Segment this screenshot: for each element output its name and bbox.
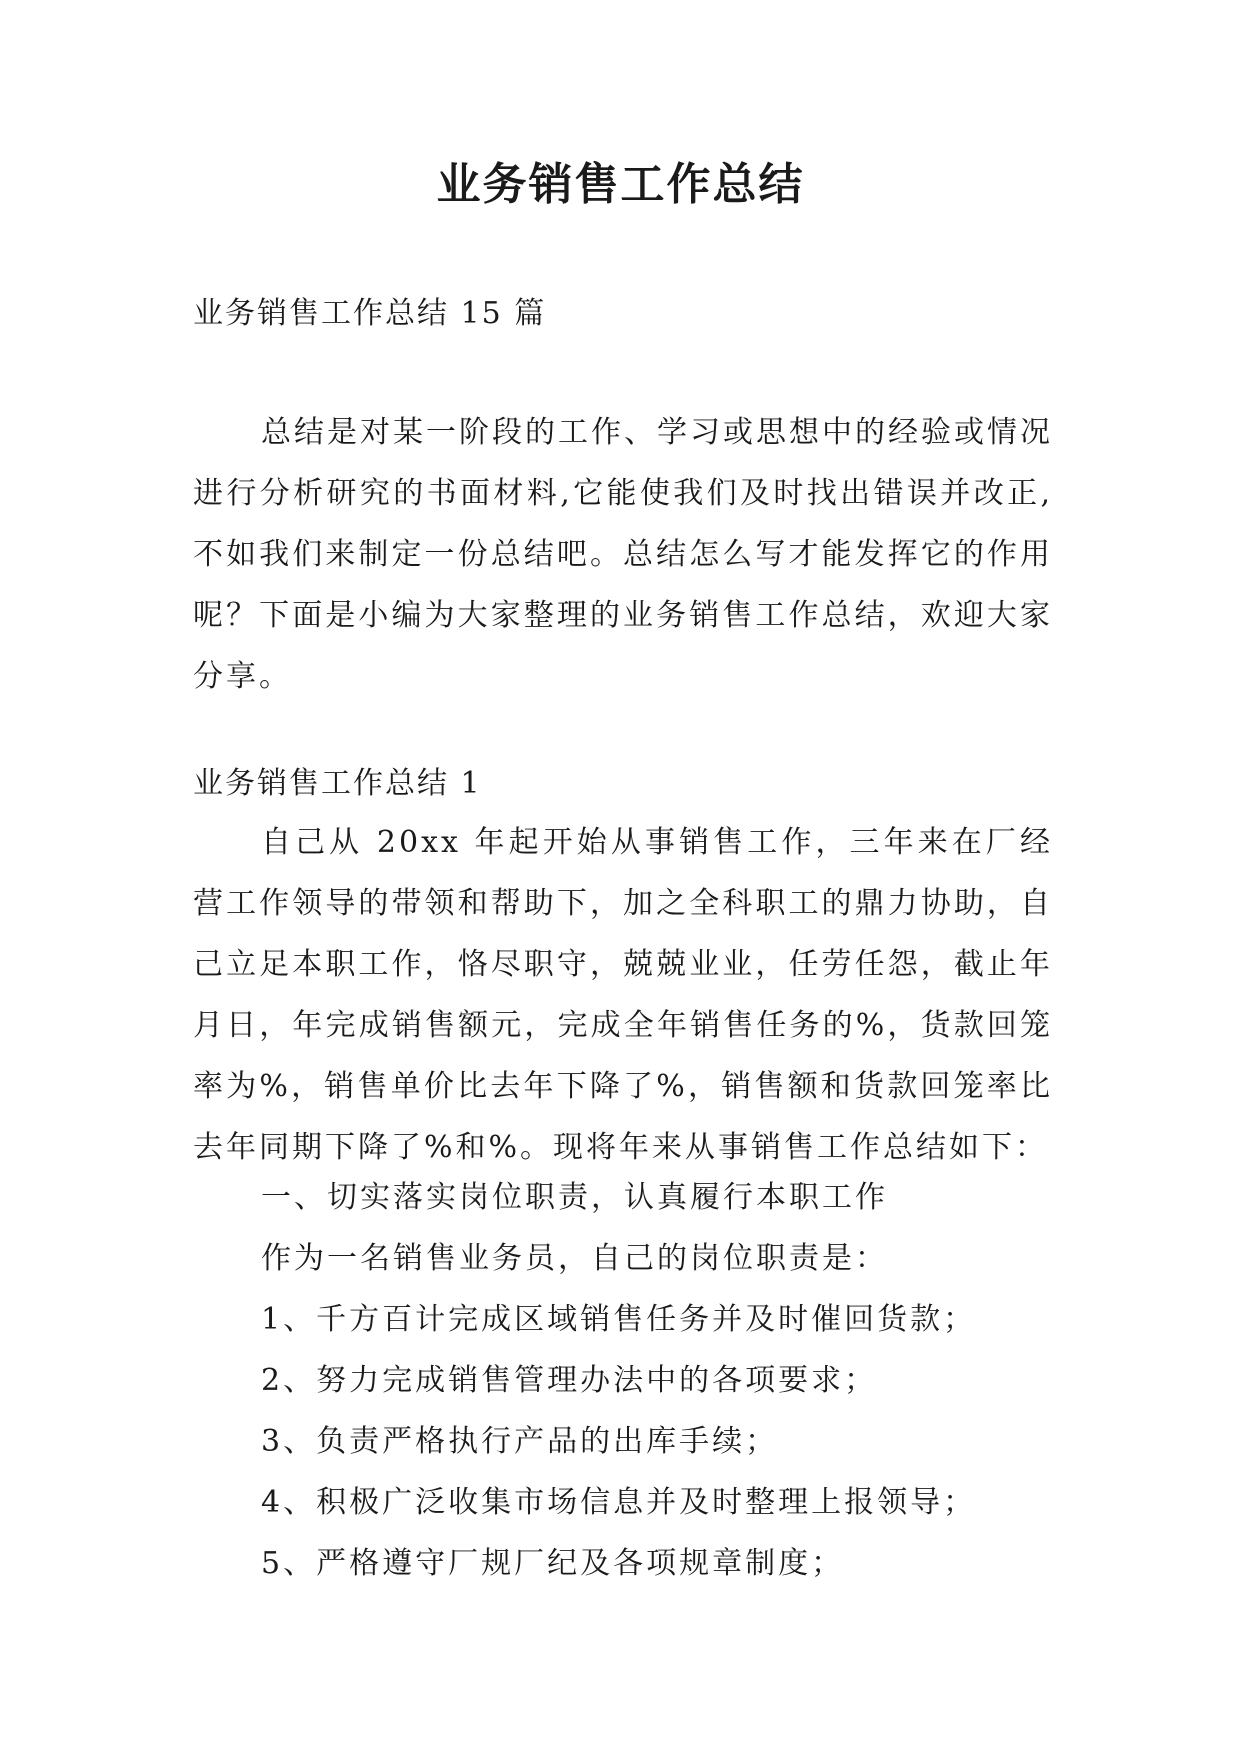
duty-item-3: 3、负责严格执行产品的出库手续；: [261, 1424, 779, 1459]
duty-item-4: 4、积极广泛收集市场信息并及时整理上报领导；: [261, 1485, 977, 1520]
duty-item-5: 5、严格遵守厂规厂纪及各项规章制度；: [261, 1546, 845, 1581]
document-title: 业务销售工作总结: [436, 159, 805, 210]
duty-item-2: 2、努力完成销售管理办法中的各项要求；: [261, 1363, 878, 1398]
intro-paragraph: 总结是对某一阶段的工作、学习或思想中的经验或情况进行分析研究的书面材料,它能使我们及时找出错误并改正,不如我们来制定一份总结吧。总结怎么写才能发挥它的作用呢？下面是小编为大家整理的业务销售工作总结，欢迎大家分享。: [193, 415, 1053, 694]
duties-intro: 作为一名销售业务员，自己的岗位职责是：: [261, 1241, 888, 1276]
duty-item-1: 1、千方百计完成区域销售任务并及时催回货款；: [261, 1302, 977, 1337]
section-body-paragraph: 自己从 20xx 年起开始从事销售工作，三年来在厂经营工作领导的带领和帮助下，加之全科职工的鼎力协助，自己立足本职工作，恪尽职守，兢兢业业，任劳任怨，截止年月日，年完成销售额元，完成全年销售任务的%，货款回笼率为%，销售单价比去年下降了%，销售额和货款回笼率比去年同期下降了%和%。现将年来从事销售工作总结如下：: [193, 825, 1053, 1165]
heading-duties: 一、切实落实岗位职责，认真履行本职工作: [261, 1180, 888, 1215]
document-subtitle: 业务销售工作总结 15 篇: [193, 296, 547, 331]
section-title: 业务销售工作总结 1: [193, 766, 482, 801]
